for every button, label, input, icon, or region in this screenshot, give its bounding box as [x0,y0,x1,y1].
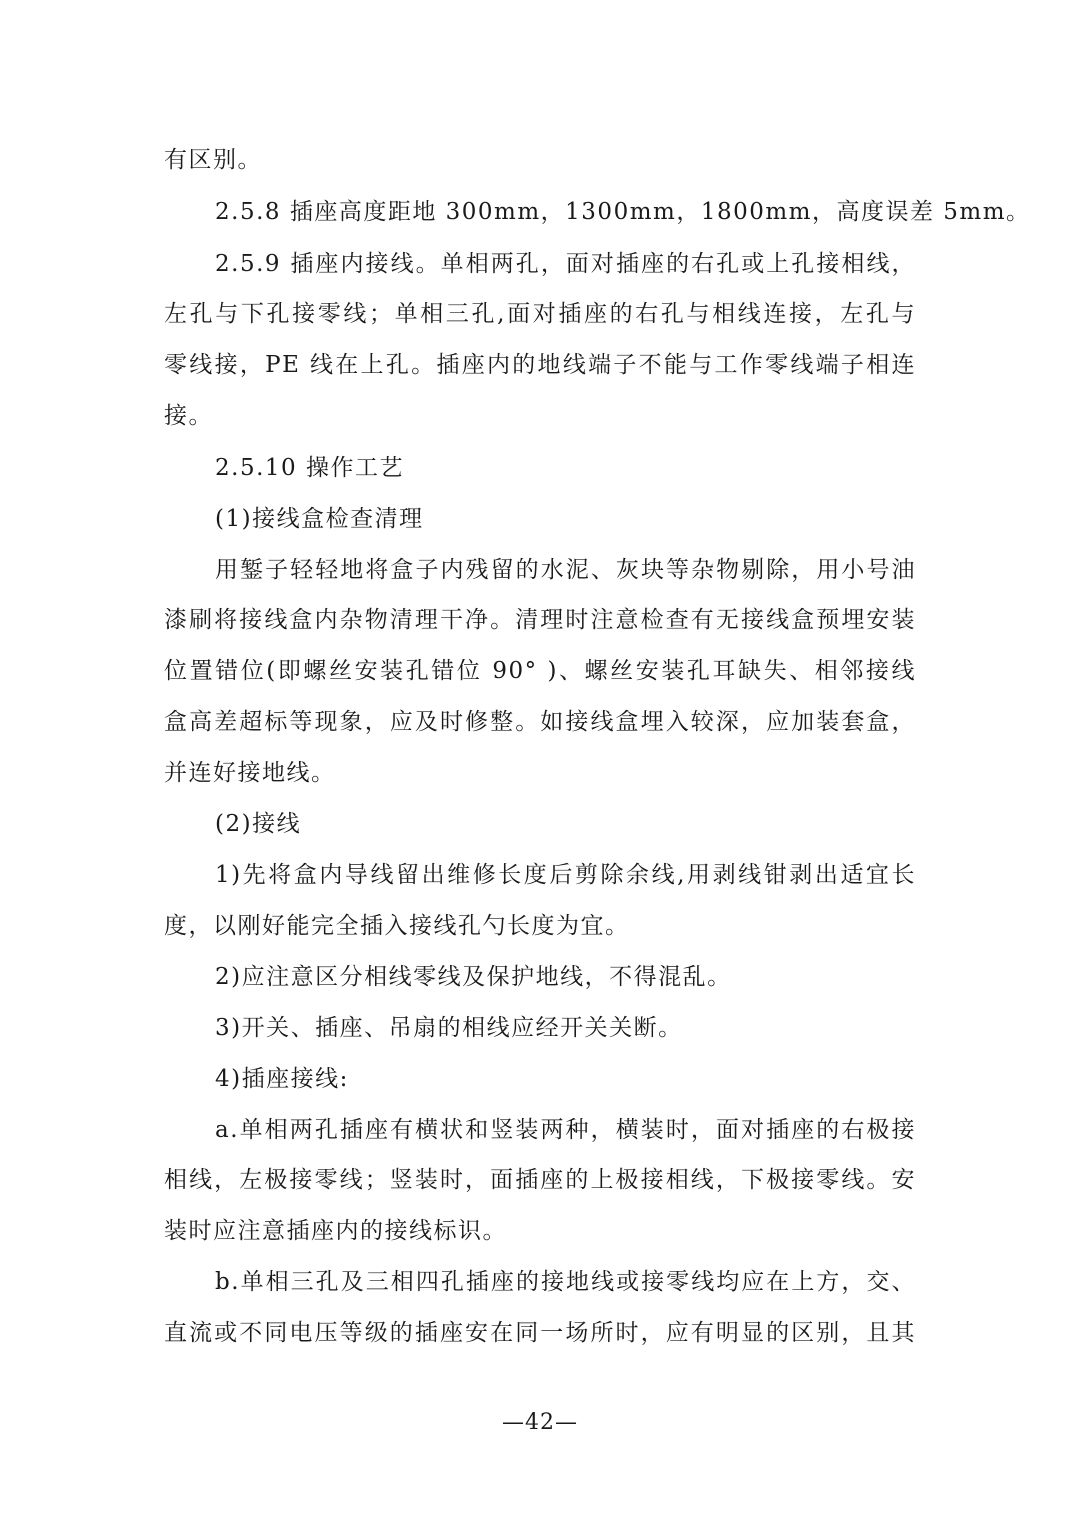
text-line-3: 2.5.9 插座内接线。单相两孔，面对插座的右孔或上孔接相线， [215,251,916,277]
text-line-12: 盒高差超标等现象，应及时修整。如接线盒埋入较深，应加装套盒， [164,709,916,735]
text-line-21: 相线，左极接零线；竖装时，面插座的上极接相线，下极接零线。安 [164,1167,916,1193]
text-line-11: 位置错位(即螺丝安装孔错位 90° )、螺丝安装孔耳缺失、相邻接线 [164,658,916,684]
text-line-6: 接。 [164,403,213,429]
subheading-wiring: (2)接线 [215,811,302,837]
subheading-box-cleaning: (1)接线盒检查清理 [215,506,424,532]
text-line-9: 用錾子轻轻地将盒子内残留的水泥、灰块等杂物剔除，用小号油 [215,557,916,583]
text-line-20: a.单相两孔插座有横状和竖装两种，横装时，面对插座的右极接 [215,1117,916,1143]
text-line-19: 4)插座接线: [215,1066,349,1092]
text-line-15: 1)先将盒内导线留出维修长度后剪除余线,用剥线钳剥出适宜长 [215,862,916,888]
section-heading-2-5-10: 2.5.10 操作工艺 [215,455,404,481]
text-line-1: 有区别。 [164,147,262,173]
text-line-5: 零线接，PE 线在上孔。插座内的地线端子不能与工作零线端子相连 [164,352,916,378]
page-number: —42— [502,1410,578,1435]
text-line-24: 直流或不同电压等级的插座安在同一场所时，应有明显的区别，且其 [164,1320,916,1346]
text-line-22: 装时应注意插座内的接线标识。 [164,1218,507,1244]
text-line-16: 度，以刚好能完全插入接线孔勺长度为宜。 [164,913,630,939]
text-line-13: 并连好接地线。 [164,760,336,786]
text-line-18: 3)开关、插座、吊扇的相线应经开关关断。 [215,1015,683,1041]
text-line-4: 左孔与下孔接零线；单相三孔,面对插座的右孔与相线连接，左孔与 [164,301,916,327]
text-line-2: 2.5.8 插座高度距地 300mm，1300mm，1800mm，高度误差 5mm。 [215,199,1031,225]
text-line-23: b.单相三孔及三相四孔插座的接地线或接零线均应在上方，交、 [215,1269,916,1295]
text-line-10: 漆刷将接线盒内杂物清理干净。清理时注意检查有无接线盒预埋安装 [164,607,916,633]
text-line-17: 2)应注意区分相线零线及保护地线，不得混乱。 [215,964,732,990]
